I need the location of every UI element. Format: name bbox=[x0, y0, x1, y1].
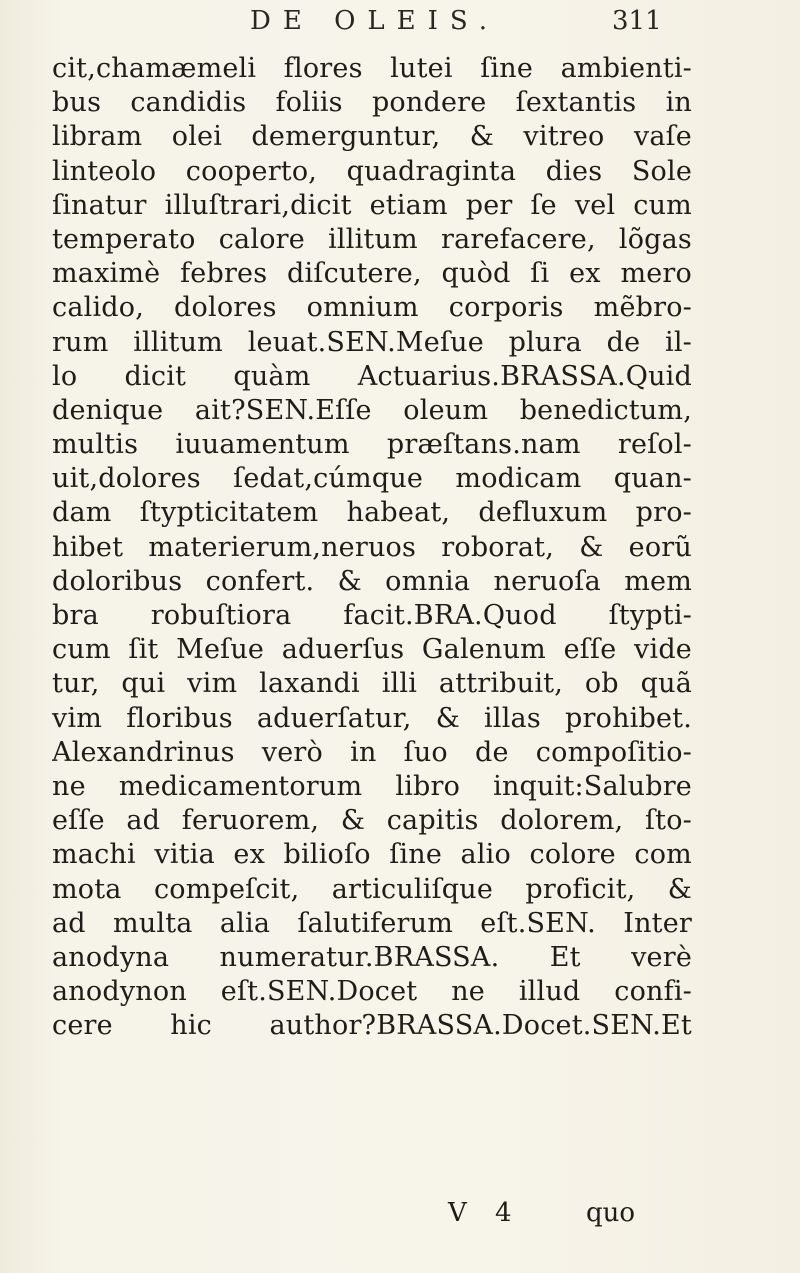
text-line: temperato calore illitum rarefacere, lõgas bbox=[52, 223, 692, 255]
text-line: maximè febres diſcutere, quòd ſi ex mero bbox=[52, 258, 692, 290]
text-line: cit,chamæmeli flores lutei ſine ambienti- bbox=[52, 53, 692, 84]
signature-mark: V 4 bbox=[448, 1198, 522, 1228]
text-line: anodynon eſt.SEN.Docet ne illud confi- bbox=[52, 976, 692, 1008]
text-line: eſſe ad feruorem, & capitis dolorem, ſto- bbox=[52, 805, 692, 837]
text-line: linteolo cooperto, quadraginta dies Sole bbox=[52, 155, 692, 187]
text-line: hibet materierum,neruos roborat, & eorũ bbox=[52, 531, 692, 563]
page-number: 311 bbox=[612, 6, 662, 36]
text-line: dam ſtypticitatem habeat, defluxum pro- bbox=[52, 497, 692, 529]
text-line: machi vitia ex bilioſo ſine alio colore com bbox=[52, 839, 692, 871]
text-line: ad multa alia ſalutiferum eſt.SEN. Inter bbox=[52, 907, 692, 939]
catchword: quo bbox=[586, 1198, 636, 1228]
text-line: anodyna numeratur.BRASSA. Et verè bbox=[52, 941, 692, 973]
text-line: doloribus confert. & omnia neruoſa mem bbox=[52, 565, 692, 597]
text-line: multis iuuamentum præſtans.nam reſol- bbox=[52, 429, 692, 461]
text-line: cere hic author?BRASSA.Docet.SEN.Et bbox=[52, 1010, 692, 1042]
text-line: tur, qui vim laxandi illi attribuit, ob quã bbox=[52, 668, 692, 700]
text-line: Alexandrinus verò in ſuo de compoſitio- bbox=[52, 736, 692, 768]
page-header bbox=[0, 4, 800, 44]
text-line: cum ſit Meſue aduerſus Galenum eſſe vide bbox=[52, 634, 692, 666]
text-line: vim floribus aduerſatur, & illas prohibet. bbox=[52, 702, 692, 734]
text-line: bus candidis foliis pondere ſextantis in bbox=[52, 87, 692, 119]
text-line: calido, dolores omnium corporis mẽbro- bbox=[52, 292, 692, 324]
text-line: rum illitum leuat.SEN.Meſue plura de il- bbox=[52, 326, 692, 358]
text-line: libram olei demerguntur, & vitreo vaſe bbox=[52, 121, 692, 153]
running-title: DE OLEIS. bbox=[250, 6, 500, 36]
text-line: mota compeſcit, articuliſque proficit, & bbox=[52, 873, 692, 905]
text-line: ne medicamentorum libro inquit:Salubre bbox=[52, 770, 692, 802]
text-line: ſinatur illuſtrari,dicit etiam per ſe vel cum bbox=[52, 189, 692, 221]
text-line: lo dicit quàm Actuarius.BRASSA.Quid bbox=[52, 360, 692, 392]
page-footer bbox=[0, 1198, 800, 1238]
text-line: bra robuſtiora facit.BRA.Quod ſtypti- bbox=[52, 600, 692, 631]
body-text bbox=[52, 52, 692, 1043]
text-line: denique ait?SEN.Eſſe oleum benedictum, bbox=[52, 394, 692, 426]
text-line: uit,dolores ſedat,cúmque modicam quan- bbox=[52, 463, 692, 495]
